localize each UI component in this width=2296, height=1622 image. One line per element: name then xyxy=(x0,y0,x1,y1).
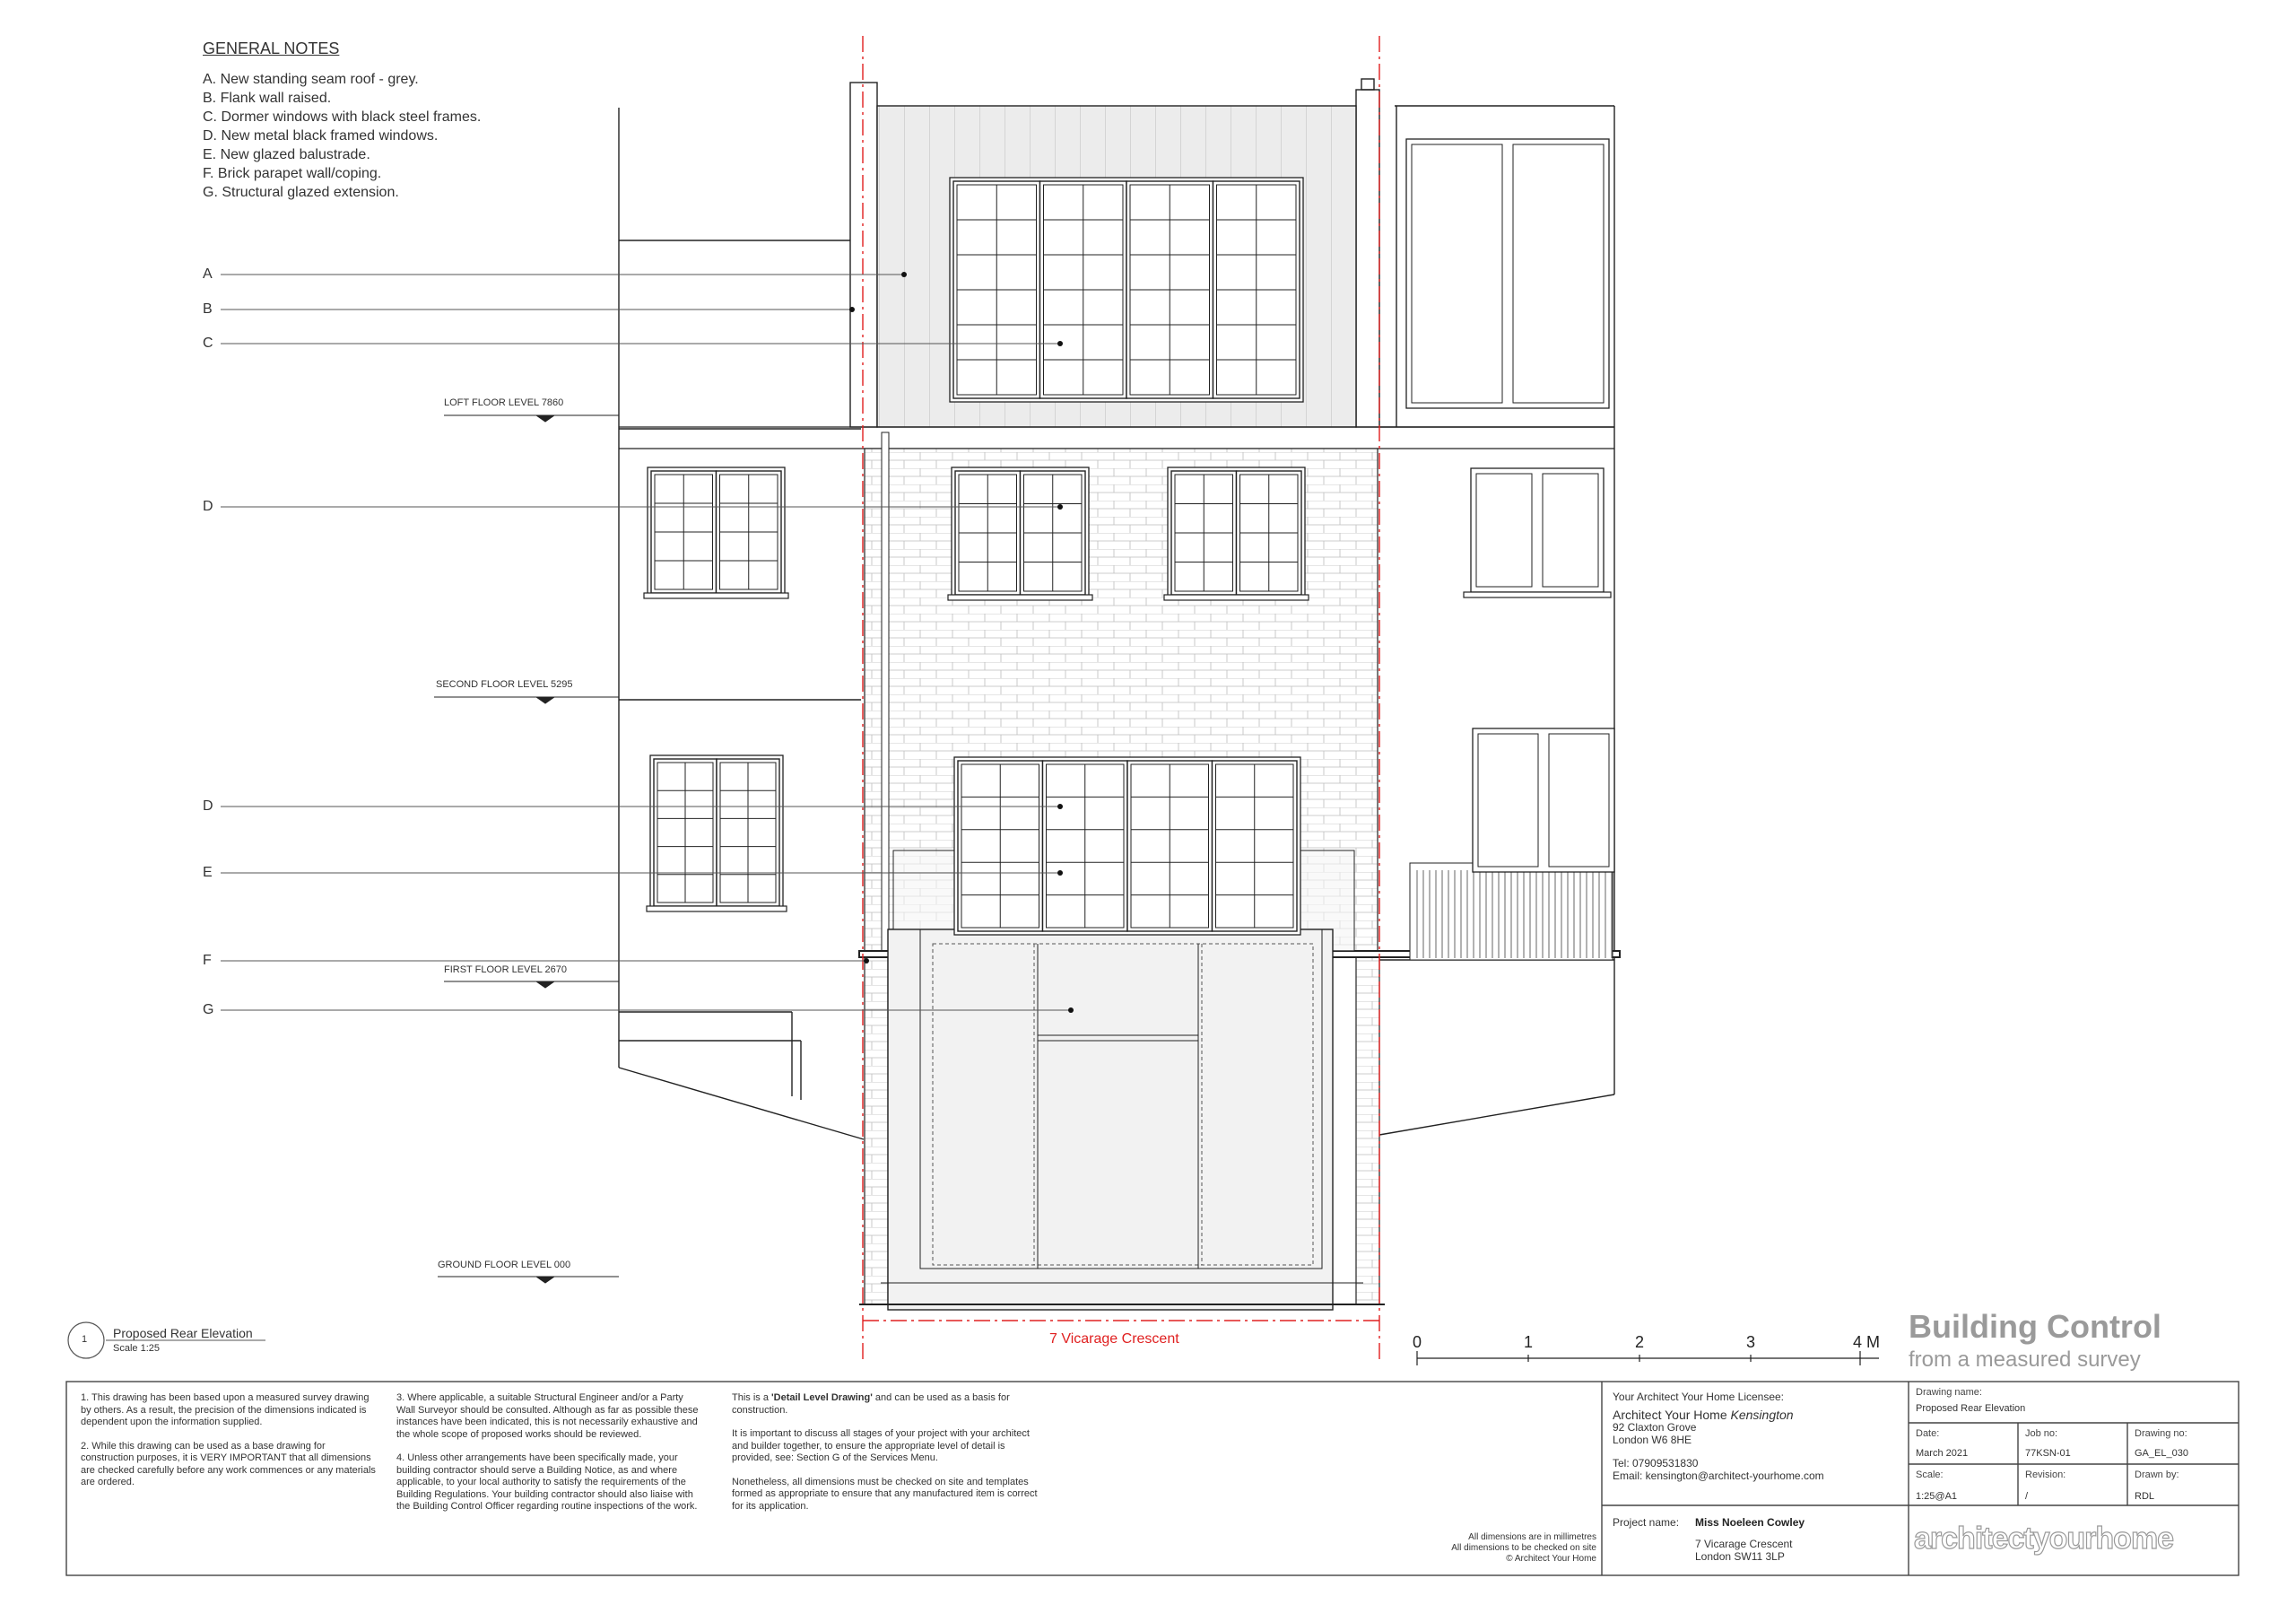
loft-level-label: LOFT FLOOR LEVEL 7860 xyxy=(444,397,564,408)
dormer-window xyxy=(950,178,1303,402)
footer-note-1: 1. This drawing has been based upon a measured survey drawing by others. As a result, the precision of the dimensions indicated is dependent upon the information supplied. xyxy=(81,1392,370,1427)
leader-label-e: E xyxy=(203,865,213,880)
licensee-name-italic: Kensington xyxy=(1730,1408,1794,1422)
glazed-extension xyxy=(859,929,1385,1310)
scale-label-0: 0 xyxy=(1413,1333,1422,1351)
floor-bands xyxy=(619,427,1614,449)
note-b: B. Flank wall raised. xyxy=(203,91,332,106)
scale-label-3: 3 xyxy=(1746,1333,1756,1351)
licensee-tel: Tel: 07909531830 xyxy=(1613,1457,1699,1469)
leader-label-d1: D xyxy=(203,499,213,514)
sill-nl-upper xyxy=(644,593,788,598)
leader-f xyxy=(221,958,869,964)
building-control-title: Building Control xyxy=(1909,1308,2161,1345)
footer-note-discuss: It is important to discuss all stages of your project with your architect and builder together, to ensure the appropriate level of detail is provided, see: Section G of the Services Menu. xyxy=(732,1428,1030,1463)
leader-label-c: C xyxy=(203,336,213,351)
sill-nr-upper xyxy=(1464,592,1611,597)
leader-label-d2: D xyxy=(203,798,213,814)
general-notes-title: GENERAL NOTES xyxy=(203,39,340,57)
footer-note-4: 4. Unless other arrangements have been specifically made, your building contractor should serve a Building Notice, as and where applicable, to your local authority to satisfy the requirements of the Building Regulations. Your building contractor should also liaise with the Building Control Officer regarding routine inspections of the work. xyxy=(396,1452,698,1512)
leader-label-b: B xyxy=(203,301,213,317)
licensee-label: Your Architect Your Home Licensee: xyxy=(1613,1391,1785,1403)
licensee-name xyxy=(1613,1408,1824,1421)
drawing-tag-number: 1 xyxy=(82,1334,88,1345)
disclaimer-line-1: All dimensions are in millimetres xyxy=(1468,1532,1596,1542)
first-floor-doors xyxy=(954,757,1300,935)
note-c: C. Dormer windows with black steel frames. xyxy=(203,109,482,125)
project-address1: 7 Vicarage Crescent xyxy=(1695,1538,1793,1550)
project-label: Project name: xyxy=(1613,1516,1680,1529)
footer-notes-col3 xyxy=(732,1392,1046,1524)
licensee-address2: London W6 8HE xyxy=(1613,1434,1692,1446)
drawing-tag-title: Proposed Rear Elevation xyxy=(113,1326,253,1340)
footer-note-nonetheless: Nonetheless, all dimensions must be checked on site and templates formed as appropriate to ensure that any manufactured item is correct for its application. xyxy=(732,1476,1038,1512)
sill-nl-lower xyxy=(647,906,787,911)
architectyourhome-logo: architectyourhome xyxy=(1914,1522,2174,1556)
detail-intro: This is a xyxy=(732,1392,769,1403)
licensee-email: Email: kensington@architect-yourhome.com xyxy=(1613,1469,1824,1482)
disclaimer-line-3: © Architect Your Home xyxy=(1506,1554,1596,1564)
footer-note-2: 2. While this drawing can be used as a base drawing for construction purposes, it is VERY IMPORTANT that all dimensions are checked carefully before any work commences or any materials are ordered. xyxy=(81,1440,376,1487)
left-extension-pier xyxy=(865,956,888,1304)
note-f: F. Brick parapet wall/coping. xyxy=(203,166,382,181)
licensee-address1: 92 Claxton Grove xyxy=(1613,1421,1697,1434)
neighbour-left-lower-window xyxy=(650,755,783,910)
drawing-name-label: Drawing name: xyxy=(1916,1387,1982,1398)
neighbour-left-upper-window xyxy=(648,467,785,597)
revision-value: / xyxy=(2025,1491,2029,1502)
drawn-by-label: Drawn by: xyxy=(2135,1469,2179,1480)
drawing-no-value: GA_EL_030 xyxy=(2135,1448,2188,1459)
date-value: March 2021 xyxy=(1916,1448,1969,1459)
title-block-frame xyxy=(66,1382,2239,1575)
left-neighbour-building xyxy=(619,108,864,1139)
job-label: Job no: xyxy=(2025,1428,2058,1439)
leader-label-f: F xyxy=(203,953,212,968)
disclaimer-line-2: All dimensions to be checked on site xyxy=(1451,1543,1596,1553)
job-value: 77KSN-01 xyxy=(2025,1448,2071,1459)
neighbour-right-dormer xyxy=(1406,139,1609,408)
sill-2l xyxy=(948,595,1092,600)
neighbour-right-doors xyxy=(1473,728,1614,872)
project-address2: London SW11 3LP xyxy=(1695,1550,1785,1563)
drawing-no-label: Drawing no: xyxy=(2135,1428,2187,1439)
neighbour-right-upper-window xyxy=(1471,468,1604,592)
note-e: E. New glazed balustrade. xyxy=(203,147,370,162)
footer-note-3: 3. Where applicable, a suitable Structural Engineer and/or a Party Wall Surveyor should be consulted. Although as far as possible these instances have been indicated, this is not necessarily exhaustive and the whole scope of proposed works should be reviewed. xyxy=(396,1392,699,1440)
note-a: A. New standing seam roof - grey. xyxy=(203,72,419,87)
scale-label-4: 4 M xyxy=(1853,1333,1881,1351)
disclaimer xyxy=(1345,1532,1596,1565)
scale-label-2: 2 xyxy=(1635,1333,1645,1351)
ground-level-label: GROUND FLOOR LEVEL 000 xyxy=(438,1260,571,1270)
revision-label: Revision: xyxy=(2025,1469,2066,1480)
level-markers xyxy=(434,415,619,1283)
scale-bar xyxy=(1417,1351,1879,1365)
footer-notes-col1 xyxy=(81,1392,377,1501)
right-extension-pier xyxy=(1356,956,1379,1304)
scale-cell-value: 1:25@A1 xyxy=(1916,1491,1958,1502)
date-label: Date: xyxy=(1916,1428,1940,1439)
licensee-block xyxy=(1613,1391,1824,1482)
scale-label-1: 1 xyxy=(1524,1333,1534,1351)
detail-rest: and can be used as a basis for construction. xyxy=(732,1392,1010,1416)
second-level-label: SECOND FLOOR LEVEL 5295 xyxy=(436,679,573,690)
project-client: Miss Noeleen Cowley xyxy=(1695,1516,1805,1529)
building-control-subtitle: from a measured survey xyxy=(1909,1347,2141,1372)
leader-label-a: A xyxy=(203,266,213,282)
drawing-name-value: Proposed Rear Elevation xyxy=(1916,1403,2026,1414)
site-address-label: 7 Vicarage Crescent xyxy=(1049,1331,1179,1347)
drawing-tag-scale: Scale 1:25 xyxy=(113,1343,160,1354)
leader-a xyxy=(221,272,907,277)
note-g: G. Structural glazed extension. xyxy=(203,185,399,200)
footer-note-detail-level xyxy=(732,1392,1046,1417)
leader-b xyxy=(221,307,855,312)
second-floor-window-right xyxy=(1168,467,1305,598)
sill-2r xyxy=(1164,595,1309,600)
detail-level-bold: 'Detail Level Drawing' xyxy=(771,1392,873,1403)
licensee-name-text: Architect Your Home xyxy=(1613,1408,1727,1422)
first-level-label: FIRST FLOOR LEVEL 2670 xyxy=(444,964,567,975)
second-floor-window-left xyxy=(952,467,1089,598)
scale-cell-label: Scale: xyxy=(1916,1469,1944,1480)
note-d: D. New metal black framed windows. xyxy=(203,128,439,144)
footer-notes-col2 xyxy=(396,1392,701,1525)
drawn-by-value: RDL xyxy=(2135,1491,2155,1502)
leader-label-g: G xyxy=(203,1002,214,1017)
general-notes-list xyxy=(203,70,481,202)
